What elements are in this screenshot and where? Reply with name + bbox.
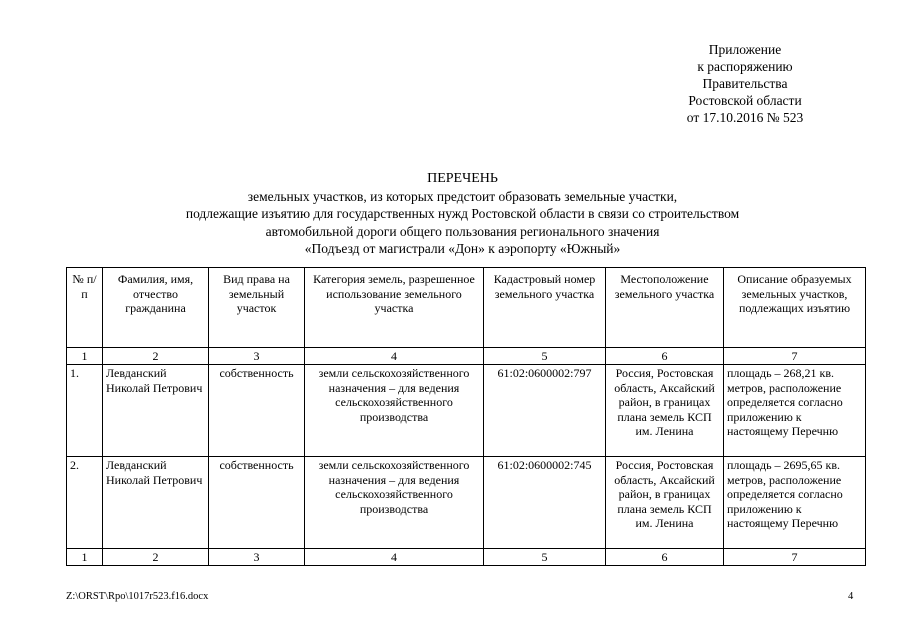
row-right-type: собственность	[209, 365, 305, 457]
row-number: 1.	[67, 365, 103, 457]
row-owner-name: Левданский Николай Петрович	[103, 457, 209, 549]
column-number: 7	[724, 549, 866, 566]
row-owner-name: Левданский Николай Петрович	[103, 365, 209, 457]
appendix-line: Приложение	[708, 42, 782, 57]
column-number: 1	[67, 549, 103, 566]
document-title	[60, 170, 865, 258]
title-line: подлежащие изъятию для государственных нужд Ростовской области в связи со строительством	[185, 206, 740, 221]
land-plots-table	[66, 267, 866, 566]
appendix-line: Ростовской области	[688, 93, 802, 108]
column-number: 3	[209, 348, 305, 365]
table-header-row	[67, 268, 866, 348]
column-number: 6	[606, 348, 724, 365]
row-location: Россия, Ростовская область, Аксайский район, в границах плана земель КСП им. Ленина	[606, 457, 724, 549]
appendix-line: Правительства	[702, 76, 788, 91]
table-row	[67, 457, 866, 549]
column-number: 7	[724, 348, 866, 365]
header-cell-cadastral: Кадастровый номер земельного участка	[484, 268, 606, 348]
title-line: автомобильной дороги общего пользования регионального значения	[265, 223, 660, 239]
appendix-block	[640, 41, 850, 126]
row-description: площадь – 2695,65 кв. метров, расположение определяется согласно приложению к настоящему Перечню	[724, 457, 866, 549]
row-cadastral-number: 61:02:0600002:797	[484, 365, 606, 457]
title-line: земельных участков, из которых предстоит образовать земельные участки,	[247, 188, 678, 204]
column-numbers-row	[67, 549, 866, 566]
row-land-category: земли сельскохозяйственного назначения – для ведения сельскохозяйственного производства	[305, 365, 484, 457]
row-location: Россия, Ростовская область, Аксайский район, в границах плана земель КСП им. Ленина	[606, 365, 724, 457]
column-number: 4	[305, 549, 484, 566]
title-line: «Подъезд от магистрали «Дон» к аэропорту «Южный»	[304, 241, 621, 256]
column-numbers-row	[67, 348, 866, 365]
title-heading: ПЕРЕЧЕНЬ	[427, 171, 498, 186]
row-land-category: земли сельскохозяйственного назначения – для ведения сельскохозяйственного производства	[305, 457, 484, 549]
header-cell-category: Категория земель, разрешенное использование земельного участка	[305, 268, 484, 348]
header-cell-number: № п/п	[67, 268, 103, 348]
column-number: 1	[67, 348, 103, 365]
column-number: 5	[484, 348, 606, 365]
header-cell-name: Фамилия, имя, отчество гражданина	[103, 268, 209, 348]
row-right-type: собственность	[209, 457, 305, 549]
table-row	[67, 365, 866, 457]
footer-page-number: 4	[848, 591, 854, 602]
header-cell-right: Вид права на земельный участок	[209, 268, 305, 348]
column-number: 5	[484, 549, 606, 566]
column-number: 2	[103, 549, 209, 566]
appendix-line: к распоряжению	[697, 59, 793, 74]
row-number: 2.	[67, 457, 103, 549]
column-number: 6	[606, 549, 724, 566]
footer-file-path: Z:\ORST\Rpo\1017r523.f16.docx	[66, 591, 209, 602]
header-cell-location: Местоположение земельного участка	[606, 268, 724, 348]
row-description: площадь – 268,21 кв. метров, расположение определяется согласно приложению к настоящему Перечню	[724, 365, 866, 457]
header-cell-description: Описание образуемых земельных участков, подлежащих изъятию	[724, 268, 866, 348]
column-number: 2	[103, 348, 209, 365]
column-number: 3	[209, 549, 305, 566]
appendix-line: от 17.10.2016 № 523	[686, 110, 804, 125]
column-number: 4	[305, 348, 484, 365]
row-cadastral-number: 61:02:0600002:745	[484, 457, 606, 549]
